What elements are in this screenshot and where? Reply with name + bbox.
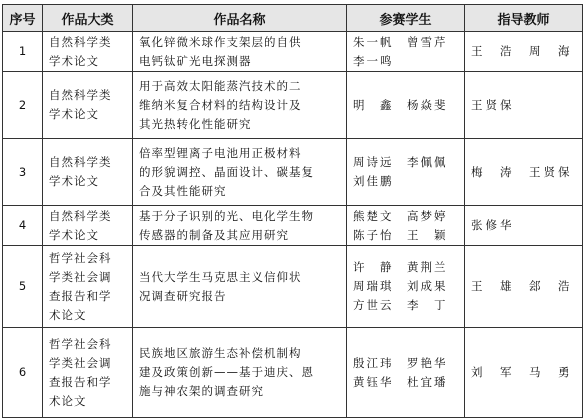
cell-students-line: 周瑞琪 刘成果 <box>353 279 448 293</box>
cell-index: 1 <box>3 32 43 72</box>
cell-students-line: 陈子怡 王 颖 <box>353 227 448 242</box>
cell-teachers <box>465 206 583 246</box>
table-row <box>3 246 583 328</box>
cell-index: 5 <box>3 246 43 328</box>
cell-students-line: 李一鸣 <box>353 53 394 68</box>
cell-category-line: 查报告和学 <box>49 374 112 389</box>
header-row <box>3 5 583 32</box>
cell-category-line: 学术论文 <box>49 174 99 188</box>
cell-title-line: 民族地区旅游生态补偿机制构 <box>139 346 302 360</box>
cell-category <box>43 328 133 418</box>
table-row <box>3 139 583 206</box>
cell-teachers-line: 王 浩 周 海 <box>471 44 573 58</box>
cell-title-line: 其光热转化性能研究 <box>139 116 252 131</box>
cell-title <box>133 206 347 246</box>
cell-category <box>43 139 133 206</box>
cell-category-line: 学术论文 <box>49 107 99 121</box>
cell-category <box>43 246 133 328</box>
cell-title-line: 当代大学生马克思主义信仰状 <box>139 269 302 284</box>
cell-title-line: 的形貌调控、晶面设计、碳基复 <box>139 164 314 179</box>
header-category: 作品大类 <box>43 5 133 32</box>
header-index: 序号 <box>3 5 43 32</box>
award-table <box>2 4 583 418</box>
cell-index: 2 <box>3 72 43 139</box>
cell-title <box>133 72 347 139</box>
table-row <box>3 32 583 72</box>
cell-title-line: 况调查研究报告 <box>139 288 227 303</box>
cell-index: 4 <box>3 206 43 246</box>
cell-students <box>347 32 465 72</box>
cell-category-line: 哲学社会科 <box>49 336 112 351</box>
cell-category-line: 术论文 <box>49 307 87 322</box>
cell-students <box>347 206 465 246</box>
cell-title-line: 建及政策创新——基于迪庆、恩 <box>139 365 314 379</box>
cell-category-line: 自然科学类 <box>49 88 112 102</box>
cell-students-line: 明 鑫 杨焱斐 <box>353 97 448 112</box>
table-header <box>3 5 583 32</box>
cell-title-line: 施与神农架的调查研究 <box>139 384 264 398</box>
cell-students-line: 周诗远 李佩佩 <box>353 155 448 169</box>
cell-title <box>133 246 347 328</box>
cell-category-line: 学术论文 <box>49 53 99 68</box>
header-teachers: 指导教师 <box>465 5 583 32</box>
cell-students <box>347 328 465 418</box>
cell-teachers-line: 王 雄 郐 浩 <box>471 279 573 293</box>
cell-teachers-line: 刘 军 马 勇 <box>471 365 573 379</box>
cell-category-line: 哲学社会科 <box>49 250 112 265</box>
cell-category-line: 术论文 <box>49 393 87 408</box>
cell-students-line: 刘佳鹏 <box>353 174 394 188</box>
cell-teachers-line: 梅 涛 王贤保 <box>471 164 573 179</box>
cell-title-line: 合及其性能研究 <box>139 183 227 198</box>
cell-teachers <box>465 72 583 139</box>
cell-title-line: 氧化锌微米球作支架层的自供 <box>139 34 302 49</box>
cell-title-line: 基于分子识别的光、电化学生物 <box>139 208 314 223</box>
cell-category-line: 学类社会调 <box>49 355 112 370</box>
cell-title-line: 倍率型锂离子电池用正极材料 <box>139 145 302 160</box>
cell-category <box>43 72 133 139</box>
cell-category <box>43 206 133 246</box>
cell-category-line: 自然科学类 <box>49 155 112 169</box>
cell-students-line: 许 静 黄荆兰 <box>353 260 448 274</box>
cell-category-line: 查报告和学 <box>49 288 112 303</box>
cell-title-line: 传感器的制备及其应用研究 <box>139 227 289 242</box>
cell-category-line: 自然科学类 <box>49 34 112 49</box>
cell-index: 3 <box>3 139 43 206</box>
cell-title <box>133 328 347 418</box>
cell-category <box>43 32 133 72</box>
cell-index: 6 <box>3 328 43 418</box>
cell-teachers-line: 张修华 <box>471 218 515 232</box>
cell-students <box>347 139 465 206</box>
table-row <box>3 72 583 139</box>
cell-students-line: 熊楚文 高梦婷 <box>353 208 448 223</box>
cell-students <box>347 72 465 139</box>
cell-teachers-line: 王贤保 <box>471 97 515 112</box>
cell-title-line: 电钙钛矿光电探测器 <box>139 53 252 68</box>
cell-category-line: 学类社会调 <box>49 269 112 284</box>
cell-category-line: 自然科学类 <box>49 208 112 223</box>
cell-students <box>347 246 465 328</box>
cell-teachers <box>465 328 583 418</box>
cell-category-line: 学术论文 <box>49 227 99 242</box>
cell-students-line: 朱一帆 曾雪芹 <box>353 34 448 49</box>
table-row <box>3 328 583 418</box>
cell-students-line: 黄钰华 杜宜璠 <box>353 374 448 389</box>
cell-teachers <box>465 139 583 206</box>
cell-teachers <box>465 246 583 328</box>
cell-title-line: 用于高效太阳能蒸汽技术的二 <box>139 78 302 93</box>
cell-title <box>133 139 347 206</box>
cell-title <box>133 32 347 72</box>
header-title: 作品名称 <box>133 5 347 32</box>
header-students: 参赛学生 <box>347 5 465 32</box>
table-body <box>3 32 583 418</box>
cell-students-line: 殷江玮 罗艳华 <box>353 355 448 370</box>
cell-title-line: 维纳米复合材料的结构设计及 <box>139 97 302 112</box>
cell-teachers <box>465 32 583 72</box>
table-row <box>3 206 583 246</box>
cell-students-line: 方世云 李 丁 <box>353 298 448 312</box>
